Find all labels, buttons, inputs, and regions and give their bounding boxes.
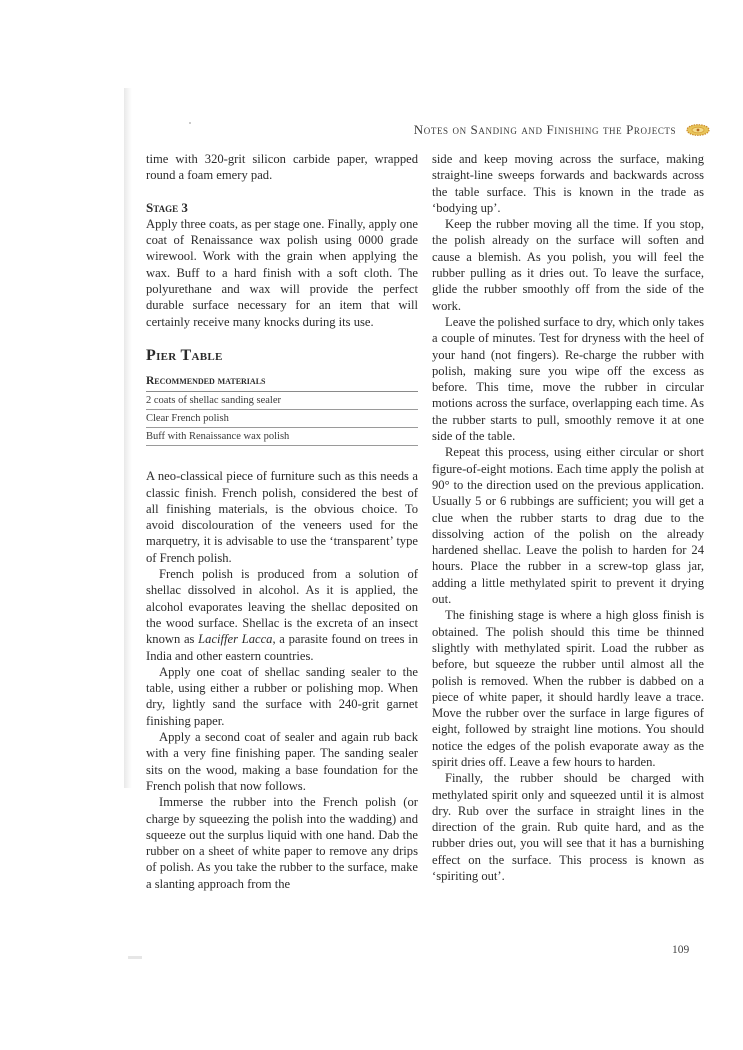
paragraph-text: , a parasite found on trees in India and other eastern countries. bbox=[146, 632, 418, 663]
left-column bbox=[146, 151, 418, 892]
body-paragraph: Immerse the rubber into the French polish (or charge by squeezing the polish into the wadding) and squeeze out the surplus liquid with one hand. Dab the rubber on a sheet of white paper to remove any drips of polish. As you take the rubber to the surface, make a slanting approach from the bbox=[146, 795, 418, 891]
section-heading-pier-table: Pier Table bbox=[146, 346, 223, 364]
materials-heading: Recommended materials bbox=[146, 374, 418, 392]
body-paragraph bbox=[146, 566, 418, 664]
decorative-rosette-icon bbox=[686, 124, 710, 136]
materials-item: Buff with Renaissance wax polish bbox=[146, 428, 418, 446]
recommended-materials-table bbox=[146, 374, 418, 446]
intro-continuation: time with 320-grit silicon carbide paper, wrapped round a foam emery pad. bbox=[146, 152, 418, 183]
stage-3-heading: Stage 3 bbox=[146, 199, 188, 215]
body-paragraph: side and keep moving across the surface, making straight-line sweeps forwards and backwards across the table surface. This is known in the trade as ‘bodying up’. bbox=[432, 152, 704, 215]
materials-item: Clear French polish bbox=[146, 410, 418, 428]
right-column bbox=[432, 151, 704, 884]
binding-gutter-shadow bbox=[124, 88, 132, 788]
body-paragraph: The finishing stage is where a high gloss finish is obtained. The polish should this time be thinned slightly with methylated spirit. Load the rubber as before, but squeeze the rubber until almost all the polish is removed. When the rubber is dabbed on a piece of white paper, it should hardly leave a trace. Move the rubber over the surface in large figures of eight, followed by straight line motions. You should notice the edges of the polish evaporate away as the spirit dries off. Leave a few hours to harden. bbox=[432, 608, 704, 769]
body-paragraph: Apply a second coat of sealer and again rub back with a very fine finishing paper. The sanding sealer sits on the wood, making a base foundation for the French polish that now follows. bbox=[146, 730, 418, 793]
body-paragraph: Apply one coat of shellac sanding sealer to the table, using either a rubber or polishing mop. When dry, lightly sand the surface with 240-grit garnet finishing paper. bbox=[146, 664, 418, 728]
body-paragraph: Finally, the rubber should be charged with methylated spirit only and squeezed until it is almost dry. Rub over the surface in straight lines in the direction of the grain. Rub quite hard, and as the rubber dries out, you will see that it has a burnishing effect on the surface. This process is known as ‘spiriting out’. bbox=[432, 771, 704, 884]
scan-smudge bbox=[128, 956, 142, 959]
page-number: 109 bbox=[672, 944, 690, 956]
paragraph-text: French polish is produced from a solution of shellac dissolved in alcohol. As it is applied, the alcohol evaporates leaving the shellac deposited on the wood surface. Shellac is the excreta of an insect known as bbox=[146, 567, 418, 647]
body-paragraph: Keep the rubber moving all the time. If you stop, the polish already on the surface will soften and cause a blemish. As you polish, you will feel the rubber pulling as it dries out. To leave the surface, glide the rubber smoothly off from the side of the work. bbox=[432, 217, 704, 313]
running-head bbox=[380, 118, 710, 140]
materials-item: 2 coats of shellac sanding sealer bbox=[146, 392, 418, 410]
running-head-title: Notes on Sanding and Finishing the Projects bbox=[413, 122, 677, 138]
stage-3-text: Apply three coats, as per stage one. Finally, apply one coat of Renaissance wax polish using 0000 grade wirewool. Work with the grain when applying the wax. Buff to a hard finish with a soft cloth. The polyurethane and wax will provide the perfect durable surface necessary for an item that will certainly receive many knocks during its use. bbox=[146, 216, 418, 329]
body-paragraph: Leave the polished surface to dry, which only takes a couple of minutes. Test for dryness with the heel of your hand (not fingers). Re-charge the rubber with polish, making sure you wipe off the excess as before. This time, move the rubber in circular motions across the surface, overlapping each time. As the rubber starts to pull, smoothly remove it at one side of the table. bbox=[432, 314, 704, 444]
body-paragraph: A neo-classical piece of furniture such as this needs a classic finish. French polish, considered the best of all finishing materials, is the obvious choice. To avoid discolouration of the veneers used for the marquetry, it is advisable to use the ‘transparent’ type of French polish. bbox=[146, 469, 418, 565]
scan-speck bbox=[189, 122, 191, 124]
body-paragraph: Repeat this process, using either circular or short figure-of-eight motions. Each time apply the polish at 90° to the direction used on the previous application. Usually 5 or 6 rubbings are sufficient; you will get a clue when the rubber starts to drag due to the dissolving action of the polish on the already hardened shellac. Leave the polish to harden for 24 hours. Place the rubber in a screw-top glass jar, adding a little methylated spirit to prevent it drying out. bbox=[432, 445, 704, 607]
species-name: Laciffer Lacca bbox=[198, 632, 273, 647]
